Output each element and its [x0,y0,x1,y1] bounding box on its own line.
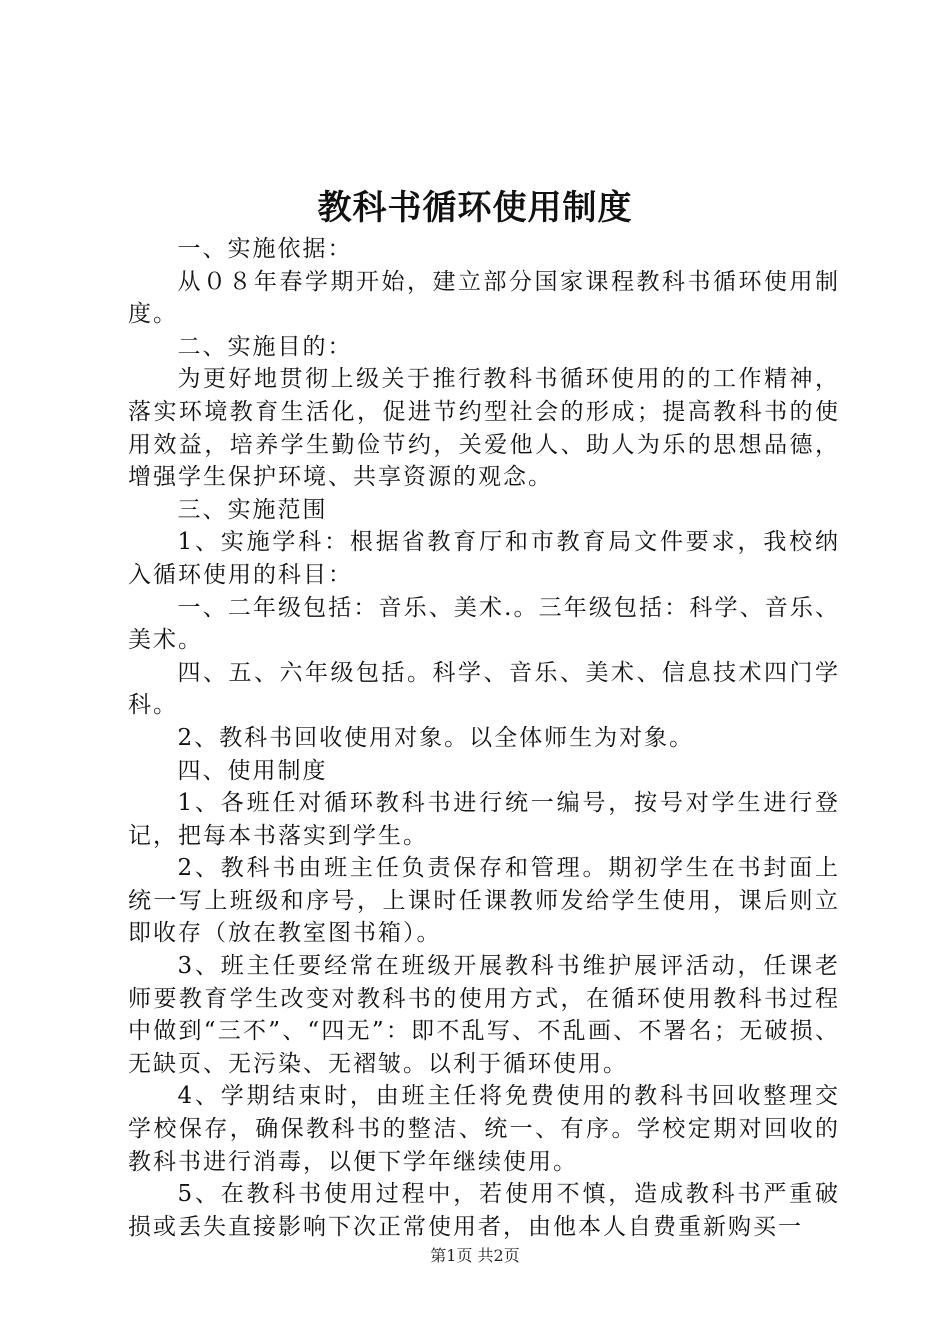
paragraph-grades-1-3: 一、二年级包括：音乐、美术.。三年级包括：科学、音乐、美术。 [128,594,840,654]
document-body [128,233,840,1243]
paragraph-purpose: 为更好地贯彻上级关于推行教科书循环使用的的工作精神，落实环境教育生活化，促进节约型社会的形成；提高教科书的使用效益，培养学生勤俭节约，关爱他人、助人为乐的思想品德，增强学生保护环境、共享资源的观念。 [128,366,840,491]
paragraph-basis: 从０８年春学期开始，建立部分国家课程教科书循环使用制度。 [128,268,840,328]
paragraph-rule-4: 4、学期结束时，由班主任将免费使用的教科书回收整理交学校保存，确保教科书的整洁、统一、有序。学校定期对回收的教科书进行消毒，以便下学年继续使用。 [128,1083,840,1175]
document-title: 教科书循环使用制度 [317,188,633,228]
section-heading-scope: 三、实施范围 [177,496,328,523]
paragraph-scope-subjects: 1、实施学科：根据省教育厅和市教育局文件要求，我校纳入循环使用的科目： [128,529,840,588]
section-heading-basis: 一、实施依据： [177,236,353,262]
paragraph-grades-4-6: 四、五、六年级包括。科学、音乐、美术、信息技术四门学科。 [128,659,840,719]
paragraph-scope-users: 2、教科书回收使用对象。以全体师生为对象。 [177,724,695,751]
section-heading-purpose: 二、实施目的： [177,333,353,360]
paragraph-rule-3: 3、班主任要经常在班级开展教科书维护展评活动，任课老师要教育学生改变对教科书的使用方式，在循环使用教科书过程中做到“三不”、“四无”：即不乱写、不乱画、不署名；无破损、无缺页、无污染、无褶皱。以利于循环使用。 [128,953,840,1077]
paragraph-rule-2: 2、教科书由班主任负责保存和管理。期初学生在书封面上统一写上班级和序号，上课时任课教师发给学生使用，课后则立即收存（放在教室图书箱）。 [128,855,840,947]
paragraph-rule-5: 5、在教科书使用过程中，若使用不慎，造成教科书严重破损或丢失直接影响下次正常使用者，由他本人自费重新购买一 [128,1181,840,1240]
page-number-footer: 第1页 共2页 [430,1246,520,1265]
section-heading-rules: 四、使用制度 [177,757,328,784]
paragraph-rule-1: 1、各班任对循环教科书进行统一编号，按号对学生进行登记，把每本书落实到学生。 [128,790,840,849]
